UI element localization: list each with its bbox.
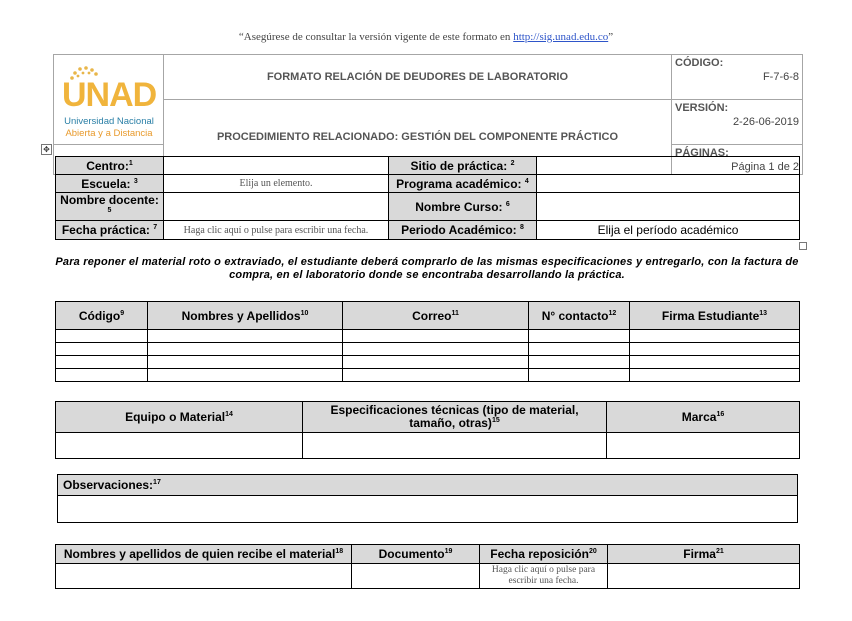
version-value: 2-26-06-2019: [732, 116, 799, 128]
recibe-field[interactable]: [56, 564, 352, 589]
table-move-handle-icon[interactable]: ✥: [41, 144, 52, 155]
cell[interactable]: [343, 330, 529, 343]
sitio-field[interactable]: [537, 157, 800, 175]
cell[interactable]: [56, 356, 148, 369]
col-documento: Documento$^{19}$: [352, 545, 480, 564]
cell[interactable]: [529, 369, 630, 382]
fecha-label: Fecha práctica: $^7$: [56, 221, 164, 240]
table-row: [56, 369, 800, 382]
curso-label: Nombre Curso: $^6$: [389, 193, 537, 221]
info-table: [55, 156, 800, 240]
col-marca: Marca$^{16}$: [607, 402, 800, 433]
cell[interactable]: [303, 433, 607, 459]
col-nombres: Nombres y Apellidos$^{10}$: [148, 302, 343, 330]
fecha-reposicion-date-picker[interactable]: Haga clic aquí o pulse para escribir una fecha.: [480, 564, 608, 589]
col-especificaciones: Especificaciones técnicas (tipo de material, tamaño, otras)$^{15}$: [303, 402, 607, 433]
cell[interactable]: [630, 343, 800, 356]
periodo-label: Periodo Académico: $^8$: [389, 221, 537, 240]
form-title: FORMATO RELACIÓN DE DEUDORES DE LABORATORIO: [164, 55, 672, 100]
logo-caption-2: Abierta y a Distancia: [65, 127, 153, 139]
cell[interactable]: [529, 343, 630, 356]
fecha-date-picker[interactable]: Haga clic aquí o pulse para escribir una fecha.: [164, 221, 389, 240]
cell[interactable]: [343, 369, 529, 382]
col-correo: Correo$^{11}$: [343, 302, 529, 330]
periodo-select[interactable]: Elija el período académico: [537, 221, 800, 240]
logo-wordmark: UNAD: [62, 75, 157, 114]
table-row: [56, 564, 800, 589]
col-firma: Firma$^{21}$: [608, 545, 800, 564]
observations-label: Observaciones:$^{17}$: [58, 475, 798, 496]
col-recibe: Nombres y apellidos de quien recibe el material$^{18}$: [56, 545, 352, 564]
cell[interactable]: [56, 369, 148, 382]
paginas-value: Página 1 de 2: [731, 161, 799, 173]
centro-label: Centro:$^1$: [56, 157, 164, 175]
logo-caption-1: Universidad Nacional: [64, 115, 154, 127]
observations-table: [57, 474, 798, 523]
docente-label: Nombre docente: $^5$: [56, 193, 164, 221]
equipment-header-row: [56, 402, 800, 433]
codigo-cell: CÓDIGO: F-7-6-8: [672, 55, 803, 100]
cell[interactable]: [630, 369, 800, 382]
cell[interactable]: [529, 356, 630, 369]
cell[interactable]: [148, 356, 343, 369]
cell[interactable]: [148, 369, 343, 382]
unad-logo: [54, 58, 163, 142]
logo-cell: [54, 55, 164, 145]
documento-field[interactable]: [352, 564, 480, 589]
observations-field[interactable]: [58, 496, 798, 523]
programa-label: Programa académico: $^4$: [389, 175, 537, 193]
escuela-select[interactable]: Elija un elemento.: [164, 175, 389, 193]
receiver-table: [55, 544, 800, 589]
cell[interactable]: [56, 330, 148, 343]
sig-link[interactable]: http://sig.unad.edu.co: [513, 31, 609, 43]
cell[interactable]: [630, 356, 800, 369]
table-row: [56, 433, 800, 459]
equipment-table: [55, 401, 800, 459]
cell[interactable]: [148, 330, 343, 343]
programa-field[interactable]: [537, 175, 800, 193]
cell[interactable]: [56, 343, 148, 356]
cell[interactable]: [529, 330, 630, 343]
procedure-title: PROCEDIMIENTO RELACIONADO: GESTIÓN DEL COMPONENTE PRÁCTICO: [164, 100, 672, 175]
version-notice: “Asegúrese de consultar la versión vigente de este formato en http://sig.unad.edu.co”: [238, 31, 614, 43]
sitio-label: Sitio de práctica: $^2$: [389, 157, 537, 175]
docente-field[interactable]: [164, 193, 389, 221]
col-codigo: Código$^9$: [56, 302, 148, 330]
table-resize-handle[interactable]: [799, 242, 807, 250]
col-contacto: N° contacto$^{12}$: [529, 302, 630, 330]
students-table: [55, 301, 800, 382]
firma-field[interactable]: [608, 564, 800, 589]
escuela-label: Escuela: $^3$: [56, 175, 164, 193]
table-row: [56, 330, 800, 343]
instructions-text: Para reponer el material roto o extraviado, el estudiante deberá comprarlo de las mismas especificaciones y entregarlo, con la factura de compra, en el laboratorio donde se encontraba desarrollando la práctica.: [55, 256, 799, 281]
curso-field[interactable]: [537, 193, 800, 221]
cell[interactable]: [343, 356, 529, 369]
col-firma-estudiante: Firma Estudiante$^{13}$: [630, 302, 800, 330]
receiver-header-row: [56, 545, 800, 564]
table-row: [56, 343, 800, 356]
cell[interactable]: [343, 343, 529, 356]
version-cell: VERSIÓN: 2-26-06-2019: [672, 100, 803, 145]
codigo-value: F-7-6-8: [762, 71, 799, 83]
cell[interactable]: [607, 433, 800, 459]
students-header-row: [56, 302, 800, 330]
cell[interactable]: [56, 433, 303, 459]
table-row: [56, 356, 800, 369]
centro-field[interactable]: [164, 157, 389, 175]
col-equipo: Equipo o Material$^{14}$: [56, 402, 303, 433]
cell[interactable]: [148, 343, 343, 356]
paginas-cell: PÁGINAS: Página 1 de 2: [672, 145, 803, 175]
col-fecha-reposicion: Fecha reposición$^{20}$: [480, 545, 608, 564]
cell[interactable]: [630, 330, 800, 343]
